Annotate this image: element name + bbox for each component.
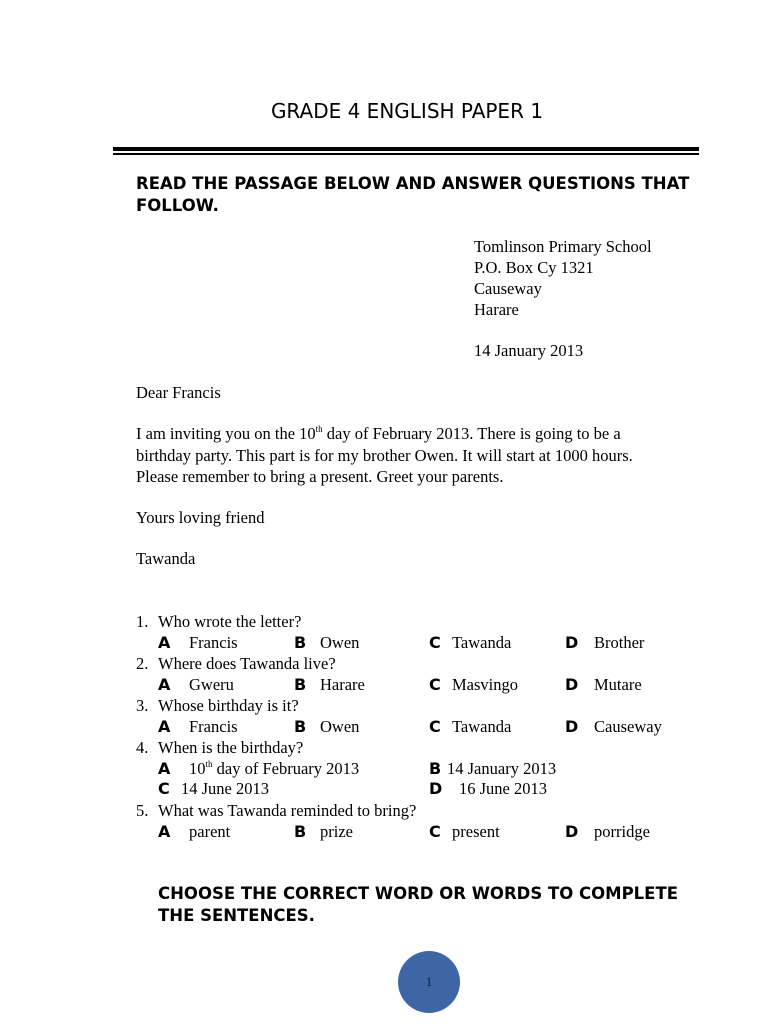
option-a: Gweru [189,675,234,694]
option-letter-b: B [429,759,442,778]
signature: Tawanda [136,549,196,568]
option-letter-c: C [429,675,441,694]
address-line: P.O. Box Cy 1321 [474,258,594,277]
option-c: Tawanda [452,633,512,652]
option-b: Owen [320,633,360,652]
question-number: 2. [136,654,149,673]
option-a: 10th day of February 2013 [189,759,360,778]
option-d: 16 June 2013 [459,779,547,798]
instruction-heading: READ THE PASSAGE BELOW AND ANSWER QUESTIONS THAT FOLLOW. [136,174,690,215]
option-letter-c: C [158,779,170,798]
question-number: 3. [136,696,149,715]
question-number: 4. [136,738,149,757]
address-line: Tomlinson Primary School [474,237,652,256]
option-d: Mutare [594,675,642,694]
option-letter-d: D [565,822,579,841]
option-letter-d: D [565,717,579,736]
option-d: Causeway [594,717,662,736]
paragraph-line: Please remember to bring a present. Greet your parents. [136,467,504,486]
question-text: Whose birthday is it? [158,696,299,715]
question-text: What was Tawanda reminded to bring? [158,801,417,820]
option-b: 14 January 2013 [447,759,557,778]
option-b: Owen [320,717,360,736]
page-title: GRADE 4 ENGLISH PAPER 1 [270,99,544,123]
title-rule-thick [113,147,699,151]
instruction-heading-2: CHOOSE THE CORRECT WORD OR WORDS TO COMPLETE THE SENTENCES. [158,884,678,925]
option-letter-a: A [158,822,171,841]
option-letter-d: D [565,633,579,652]
option-c: 14 June 2013 [181,779,269,798]
closing: Yours loving friend [136,508,265,527]
option-letter-a: A [158,675,171,694]
address-line: Causeway [474,279,542,298]
question-number: 5. [136,801,149,820]
question-number: 1. [136,612,149,631]
paragraph-line: birthday party. This part is for my brother Owen. It will start at 1000 hours. [136,446,633,465]
option-letter-a: A [158,759,171,778]
option-letter-b: B [294,633,307,652]
option-letter-b: B [294,675,307,694]
option-letter-c: C [429,717,441,736]
option-letter-c: C [429,822,441,841]
option-c: present [452,822,500,841]
option-d: porridge [594,822,650,841]
salutation: Dear Francis [136,383,221,402]
address-line: Harare [474,300,519,319]
option-a: parent [189,822,231,841]
title-rule-thin [113,153,699,155]
option-letter-a: A [158,717,171,736]
option-letter-b: B [294,717,307,736]
letter-date: 14 January 2013 [474,341,584,360]
option-a: Francis [189,717,238,736]
page-number-badge [398,951,460,1013]
option-letter-b: B [294,822,307,841]
question-text: When is the birthday? [158,738,304,757]
question-text: Who wrote the letter? [158,612,302,631]
question-text: Where does Tawanda live? [158,654,336,673]
option-b: prize [320,822,353,841]
option-b: Harare [320,675,365,694]
option-letter-c: C [429,633,441,652]
paragraph-line: I am inviting you on the 10th day of February 2013. There is going to be a [136,424,621,443]
option-letter-d: D [429,779,443,798]
option-letter-d: D [565,675,579,694]
option-a: Francis [189,633,238,652]
option-d: Brother [594,633,645,652]
option-letter-a: A [158,633,171,652]
option-c: Tawanda [452,717,512,736]
page-number: 1 [425,974,433,989]
option-c: Masvingo [452,675,518,694]
